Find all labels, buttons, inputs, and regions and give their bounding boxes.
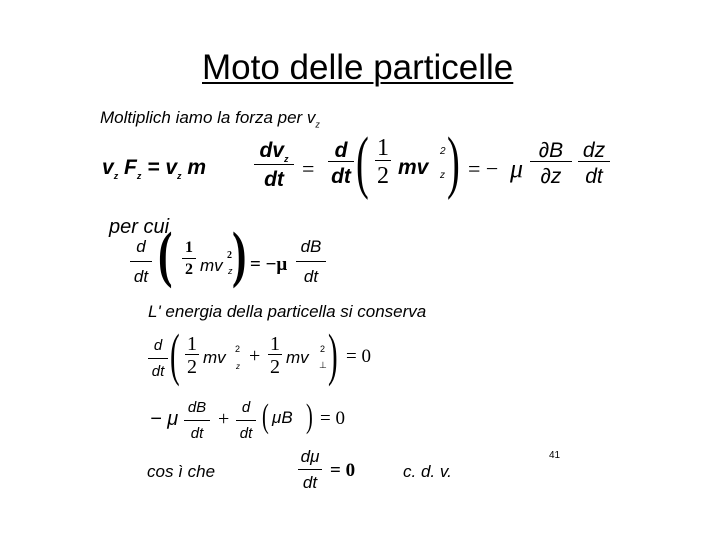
eq1-left-paren: ( xyxy=(356,124,369,201)
eq3-half1-den: 2 xyxy=(187,356,197,378)
eq1-F: F xyxy=(124,156,137,179)
eq1-frac-dvz-dt xyxy=(254,140,294,190)
eq1-mu: μ xyxy=(510,154,524,183)
eq3-sup2: 2 xyxy=(320,344,326,354)
eq1-frac-d-dt xyxy=(328,140,354,187)
eq2-equals-mu: = −μ xyxy=(250,254,288,275)
eq4-frac2-den: dt xyxy=(239,425,253,442)
eq3-right-paren: ) xyxy=(328,322,338,387)
eq2-frac-dB-dt xyxy=(296,238,326,285)
eq1-frac3-num: ∂B xyxy=(538,139,564,162)
fraction-bar xyxy=(298,469,322,470)
eq1-sub-z2: z xyxy=(136,171,142,182)
intro-subscript: z xyxy=(315,119,320,130)
slide-title: Moto delle particelle xyxy=(202,48,514,87)
fraction-bar xyxy=(296,261,326,262)
eq2-frac-d-dt xyxy=(130,238,152,285)
eq1-sub-z1: z xyxy=(113,171,119,182)
fraction-bar xyxy=(182,258,196,259)
eq1-half-num: 1 xyxy=(377,135,389,161)
eq1-half xyxy=(375,136,391,188)
eq1-v2: v xyxy=(165,156,177,179)
eq2-mv: mv xyxy=(200,256,223,275)
fraction-bar xyxy=(236,420,256,421)
eq1-frac1-sub: z xyxy=(284,154,289,165)
fraction-bar xyxy=(130,261,152,262)
eq3-sub1: z xyxy=(236,362,240,371)
fraction-bar xyxy=(185,354,199,355)
eq2-frac-den: dt xyxy=(133,267,149,286)
eq3-equals-zero: = 0 xyxy=(346,346,371,367)
eq5-frac-dmu-dt xyxy=(298,448,322,491)
eq4-left-paren: ( xyxy=(262,398,269,435)
eq1-mv xyxy=(398,156,428,180)
eq1-frac-dz-dt xyxy=(578,140,610,187)
page-number: 41 xyxy=(549,450,561,461)
eq1-frac-dB-dz xyxy=(530,140,572,187)
eq3-mv2: mv xyxy=(286,348,309,367)
eq2-half-num: 1 xyxy=(185,239,193,256)
fraction-bar xyxy=(254,164,294,165)
eq3-plus: + xyxy=(249,345,261,367)
eq3-left-paren: ( xyxy=(170,322,180,387)
eq1-equals-minus: = − xyxy=(468,156,499,181)
eq3-half-2 xyxy=(268,334,282,377)
eq1-right-paren: ) xyxy=(447,124,460,201)
fraction-bar xyxy=(268,354,282,355)
per-cui-text: per cui xyxy=(109,216,170,238)
eq1-mv-sup: 2 xyxy=(440,146,446,157)
eq3-frac-den: dt xyxy=(151,363,165,380)
cdv-text: c. d. v. xyxy=(403,462,452,481)
eq4-equals-zero: = 0 xyxy=(320,408,345,429)
eq1-sub-z3: z xyxy=(177,171,182,182)
eq2-frac-num: d xyxy=(136,237,146,256)
eq3-mv1: mv xyxy=(203,348,226,367)
eq3-half1-num: 1 xyxy=(187,333,197,355)
eq1-v: v xyxy=(102,156,114,179)
fraction-bar xyxy=(184,420,210,421)
eq1-half-den: 2 xyxy=(377,163,389,189)
eq4-frac2-num: d xyxy=(241,399,251,416)
eq1-frac4-num: dz xyxy=(582,139,606,162)
cosi-che-text: cos ì che xyxy=(147,462,216,481)
eq1-frac1-num: dv xyxy=(259,139,284,162)
eq2-sub: z xyxy=(228,266,233,276)
eq3-frac-d-dt xyxy=(148,338,168,379)
eq1-frac3-den: ∂z xyxy=(540,165,562,188)
eq4-frac1-den: dt xyxy=(190,425,204,442)
eq2-left-paren: ( xyxy=(158,221,173,289)
eq2-rhs-num: dB xyxy=(300,237,322,256)
eq1-equals-2: = xyxy=(302,156,315,181)
energy-conservation-text: L' energia della particella si conserva xyxy=(148,302,427,321)
eq3-frac-num: d xyxy=(153,337,163,354)
eq4-frac-dB-dt xyxy=(184,400,210,441)
eq4-mu-B: μB xyxy=(272,408,293,427)
eq1-mv-sub: z xyxy=(440,170,445,181)
eq2-right-paren: ) xyxy=(232,221,247,289)
eq2-half-den: 2 xyxy=(185,261,193,278)
eq1-frac1-den: dt xyxy=(264,168,284,192)
eq1-equals: = xyxy=(147,156,160,179)
eq4-plus: + xyxy=(218,408,230,430)
intro-line xyxy=(100,108,320,129)
fraction-bar xyxy=(148,358,168,359)
eq1-mv-text: mv xyxy=(398,156,429,179)
eq3-half2-num: 1 xyxy=(270,333,280,355)
eq4-minus-mu: − μ xyxy=(150,408,179,430)
eq4-frac-d-dt xyxy=(236,400,256,441)
fraction-bar xyxy=(530,161,572,162)
eq1-frac2-den: dt xyxy=(331,165,351,188)
fraction-bar xyxy=(328,161,354,162)
eq2-half xyxy=(182,240,196,278)
eq5-num: dμ xyxy=(300,447,320,466)
fraction-bar xyxy=(375,160,391,161)
eq3-sub2: ⊥ xyxy=(319,360,327,370)
intro-text: Moltiplich iamo la forza per v xyxy=(100,108,316,127)
eq1-frac2-num: d xyxy=(334,139,348,162)
eq5-den: dt xyxy=(302,473,318,492)
eq1-m: m xyxy=(187,156,207,179)
fraction-bar xyxy=(578,161,610,162)
eq1-vF xyxy=(102,156,206,181)
eq5-equals-zero: = 0 xyxy=(330,460,356,481)
eq2-rhs-den: dt xyxy=(303,267,319,286)
eq3-sup1: 2 xyxy=(235,344,241,354)
eq3-half2-den: 2 xyxy=(270,356,280,378)
eq4-frac1-num: dB xyxy=(187,399,207,416)
eq2-sup: 2 xyxy=(227,250,232,261)
eq1-frac4-den: dt xyxy=(585,165,603,188)
eq3-half-1 xyxy=(185,334,199,377)
eq4-right-paren: ) xyxy=(306,398,313,435)
